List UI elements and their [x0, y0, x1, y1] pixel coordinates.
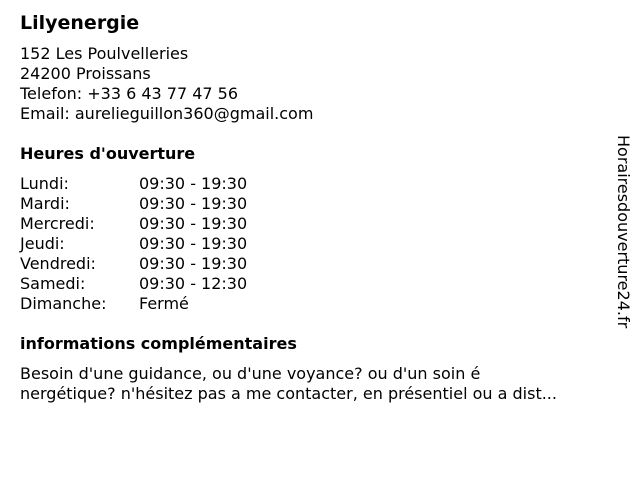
hours-day: Mercredi:: [20, 214, 95, 233]
hours-day: Jeudi:: [20, 234, 65, 253]
hours-day: Mardi:: [20, 194, 70, 213]
address-block: [20, 44, 313, 124]
hours-day: Lundi:: [20, 174, 69, 193]
hours-row: [20, 294, 247, 314]
hours-row: [20, 214, 247, 234]
description-line: nergétique? n'hésitez pas a me contacter, en présentiel ou a dist...: [20, 384, 557, 403]
city-postal: 24200 Proissans: [20, 64, 151, 83]
email-address: Email: aurelieguillon360@gmail.com: [20, 104, 314, 123]
site-watermark: Horairesdouverture24.fr: [614, 135, 633, 329]
hours-day: Dimanche:: [20, 294, 107, 313]
hours-time: Fermé: [139, 294, 189, 313]
hours-time: 09:30 - 12:30: [139, 274, 248, 293]
description-line: Besoin d'une guidance, ou d'une voyance? ou d'un soin é: [20, 364, 481, 383]
hours-time: 09:30 - 19:30: [139, 194, 248, 213]
opening-hours-table: [20, 174, 247, 314]
hours-time: 09:30 - 19:30: [139, 174, 248, 193]
business-name: Lilyenergie: [20, 12, 140, 34]
hours-day: Samedi:: [20, 274, 86, 293]
additional-info-text: [20, 364, 620, 404]
hours-row: [20, 194, 247, 214]
opening-hours-heading: Heures d'ouverture: [20, 144, 196, 163]
hours-day: Vendredi:: [20, 254, 96, 273]
hours-row: [20, 254, 247, 274]
hours-time: 09:30 - 19:30: [139, 254, 248, 273]
hours-time: 09:30 - 19:30: [139, 234, 248, 253]
phone-number: Telefon: +33 6 43 77 47 56: [20, 84, 239, 103]
street-address: 152 Les Poulvelleries: [20, 44, 189, 63]
hours-row: [20, 234, 247, 254]
hours-time: 09:30 - 19:30: [139, 214, 248, 233]
additional-info-heading: informations complémentaires: [20, 334, 297, 353]
hours-row: [20, 174, 247, 194]
hours-row: [20, 274, 247, 294]
